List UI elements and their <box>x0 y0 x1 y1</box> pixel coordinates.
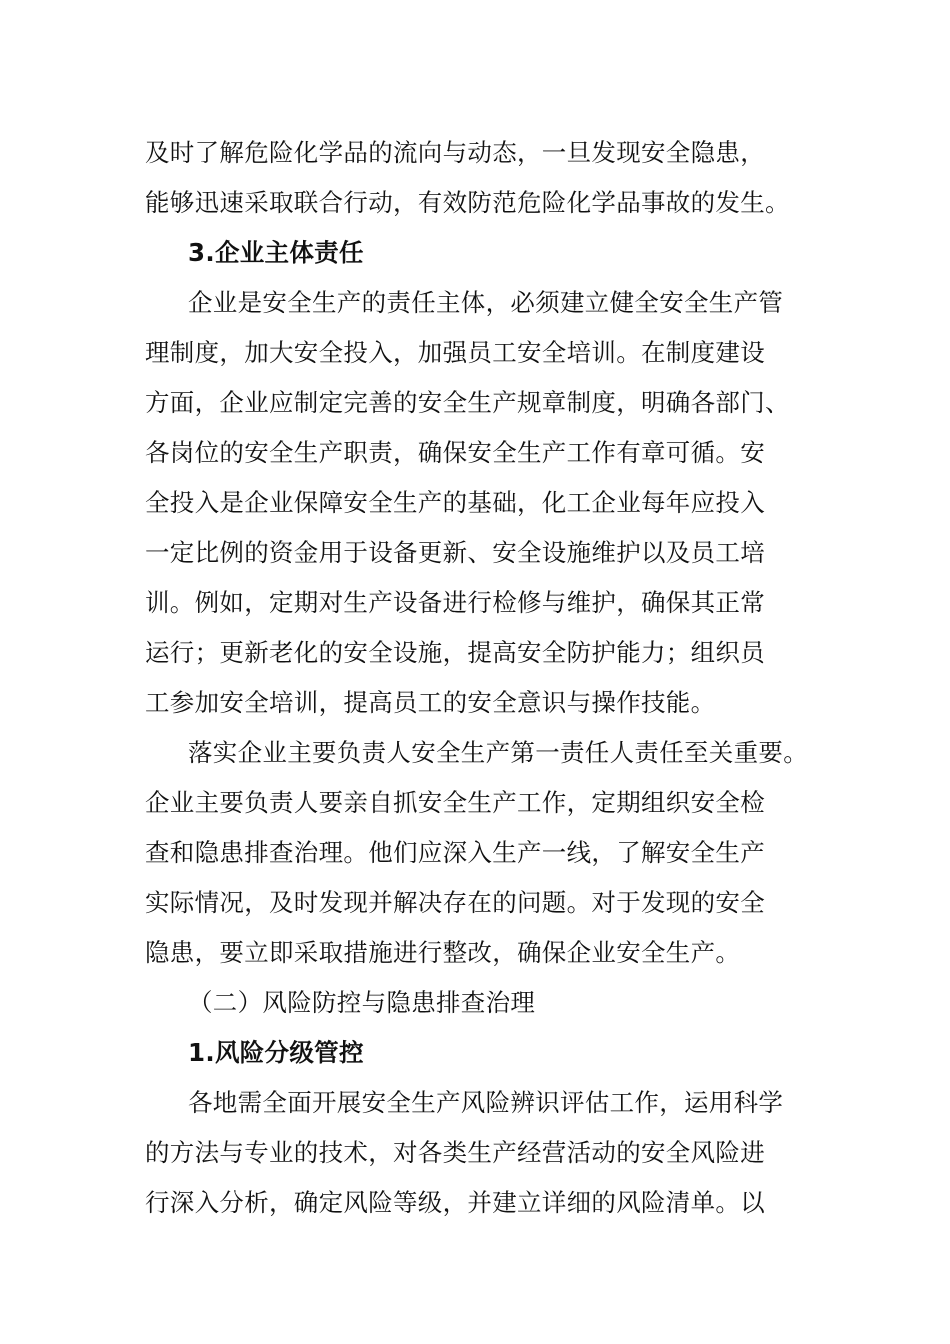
body-text-line: 隐患，要立即采取措施进行整改，确保企业安全生产。 <box>145 938 741 967</box>
body-text-line: 企业主要负责人要亲自抓安全生产工作，定期组织安全检 <box>145 788 765 817</box>
body-text-line: 的方法与专业的技术，对各类生产经营活动的安全风险进 <box>145 1138 765 1167</box>
body-text-line: 理制度，加大安全投入，加强员工安全培训。在制度建设 <box>145 338 765 367</box>
body-text-line: 查和隐患排查治理。他们应深入生产一线，了解安全生产 <box>145 838 765 867</box>
body-text-line: 运行；更新老化的安全设施，提高安全防护能力；组织员 <box>145 638 765 667</box>
body-text-line: 工参加安全培训，提高员工的安全意识与操作技能。 <box>145 688 716 717</box>
document-body <box>145 128 835 1228</box>
section-heading-enterprise-responsibility: 3.企业主体责任 <box>188 238 364 267</box>
body-text-line: 及时了解危险化学品的流向与动态，一旦发现安全隐患， <box>145 138 765 167</box>
subsection-heading-risk-grading: 1.风险分级管控 <box>188 1038 364 1067</box>
paragraph-first-line: 企业是安全生产的责任主体，必须建立健全安全生产管 <box>188 288 784 317</box>
section-heading-risk-control: （二）风险防控与隐患排查治理 <box>188 988 536 1017</box>
body-text-line: 实际情况，及时发现并解决存在的问题。对于发现的安全 <box>145 888 765 917</box>
body-text-line: 一定比例的资金用于设备更新、安全设施维护以及员工培 <box>145 538 765 567</box>
body-text-line: 全投入是企业保障安全生产的基础，化工企业每年应投入 <box>145 488 765 517</box>
body-text-line: 行深入分析，确定风险等级，并建立详细的风险清单。以 <box>145 1188 765 1217</box>
paragraph-first-line: 各地需全面开展安全生产风险辨识评估工作，运用科学 <box>188 1088 784 1117</box>
paragraph-first-line: 落实企业主要负责人安全生产第一责任人责任至关重要。 <box>188 738 808 767</box>
body-text-line: 能够迅速采取联合行动，有效防范危险化学品事故的发生。 <box>145 188 790 217</box>
body-text-line: 训。例如，定期对生产设备进行检修与维护，确保其正常 <box>145 588 765 617</box>
body-text-line: 方面，企业应制定完善的安全生产规章制度，明确各部门、 <box>145 388 790 417</box>
body-text-line: 各岗位的安全生产职责，确保安全生产工作有章可循。安 <box>145 438 765 467</box>
